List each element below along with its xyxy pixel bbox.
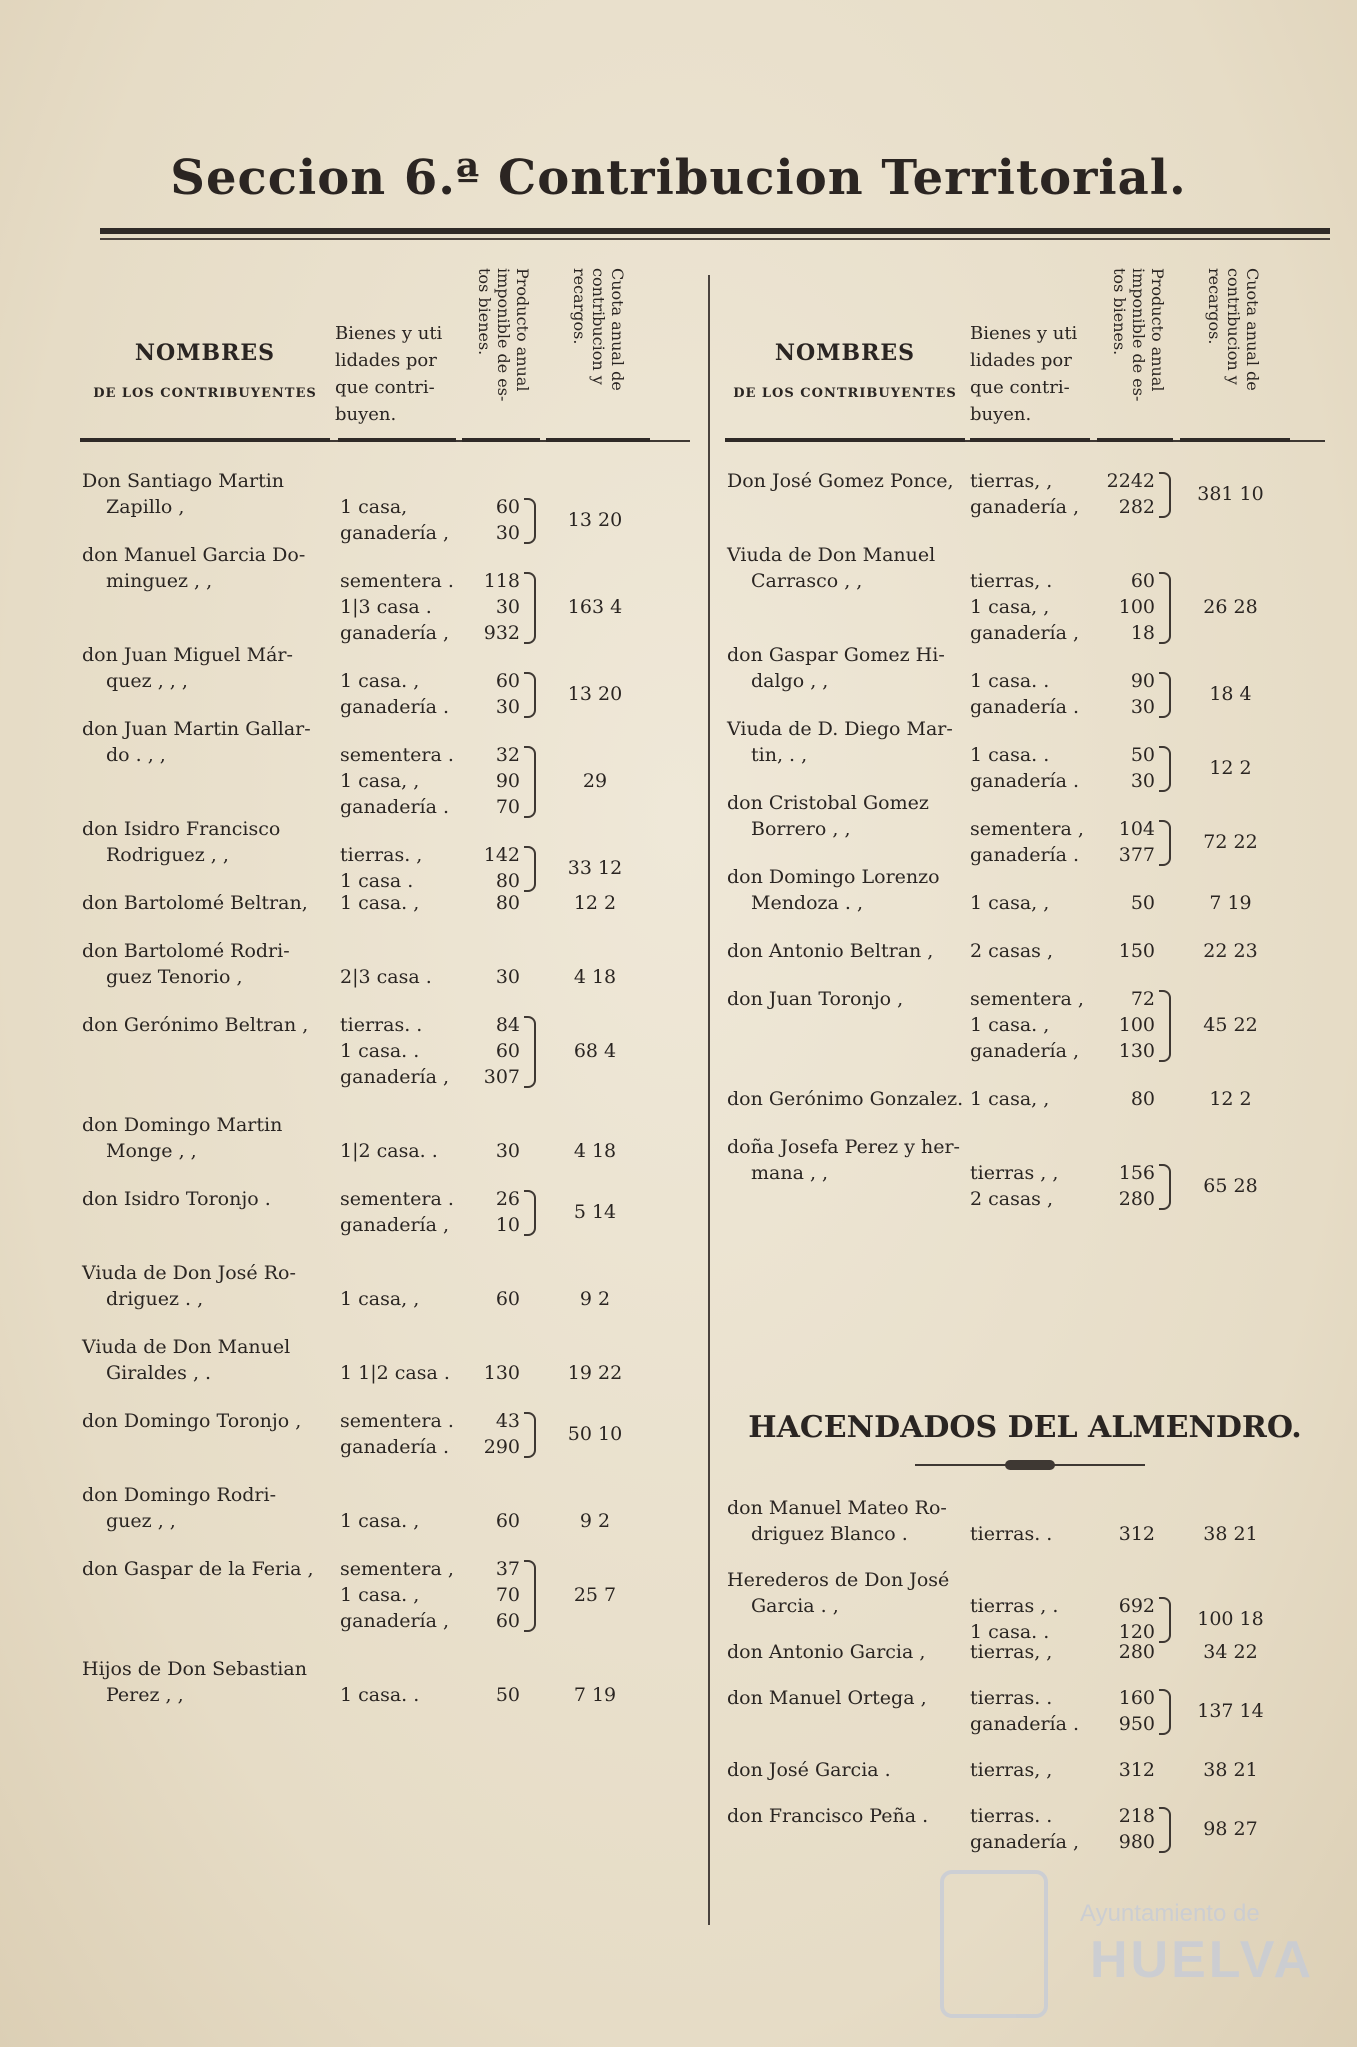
property-items: 1 casa, ,	[340, 1288, 420, 1310]
brace	[524, 572, 536, 644]
contributor-name: don Isidro Toronjo .	[82, 1188, 271, 1210]
brace	[524, 1190, 536, 1236]
contributor-name: don Bartolomé Rodri- guez Tenorio ,	[82, 940, 290, 988]
header-producto: Producto anual imponible de es- tos bienes.	[475, 268, 532, 402]
ornament-divider	[915, 1460, 1145, 1470]
table-row	[725, 864, 1325, 916]
table-row	[725, 1639, 1325, 1665]
cuota-value: 5 14	[573, 1201, 617, 1223]
table-row	[725, 1134, 1325, 1210]
product-values: 90 30	[1130, 670, 1155, 718]
property-items: 1 casa, ,	[970, 892, 1050, 914]
product-values: 280	[1118, 1641, 1155, 1663]
property-items: 1 casa. ,	[340, 1510, 420, 1532]
contributor-name: don Domingo Toronjo ,	[82, 1410, 302, 1432]
cuota-value: 50 10	[567, 1423, 623, 1445]
product-values: 312	[1118, 1523, 1155, 1545]
product-values: 50 30	[1130, 744, 1155, 792]
table-row	[80, 816, 690, 892]
property-items: sementera , 1 casa. , ganadería ,	[340, 1558, 454, 1632]
cuota-value: 163 4	[567, 596, 623, 618]
table-row	[80, 1656, 690, 1708]
right-column	[725, 260, 1325, 1428]
contributor-name: Herederos de Don José Garcia . ,	[727, 1569, 950, 1617]
contributor-name: Viuda de Don José Ro- driguez . ,	[82, 1262, 296, 1310]
contributor-name: don Domingo Rodri- guez , ,	[82, 1484, 277, 1532]
contributor-name: don Bartolomé Beltran,	[82, 892, 308, 914]
page-title: Seccion 6.ª Contribucion Territorial.	[170, 150, 1187, 206]
brace	[524, 498, 536, 544]
product-values: 218 980	[1118, 1805, 1155, 1853]
property-items: 1 1|2 casa .	[340, 1362, 450, 1384]
product-values: 312	[1118, 1759, 1155, 1781]
property-items: tierras , , 2 casas ,	[970, 1162, 1059, 1210]
contributor-name: don Gerónimo Gonzalez.	[727, 1088, 964, 1110]
product-values: 2242 282	[1106, 470, 1155, 518]
product-values: 130	[483, 1362, 520, 1384]
table-header-right	[725, 260, 1325, 442]
cuota-value: 29	[582, 770, 608, 792]
cuota-value: 13 20	[567, 683, 623, 705]
cuota-value: 72 22	[1203, 831, 1258, 853]
property-items: 1 casa, ganadería ,	[340, 496, 450, 544]
city-seal-icon	[940, 1870, 1048, 2018]
product-values: 160 950	[1118, 1687, 1155, 1735]
table-row	[725, 986, 1325, 1064]
table-row	[725, 790, 1325, 866]
contributor-name: don Gaspar Gomez Hi- dalgo , ,	[727, 644, 945, 692]
contributor-name: don Manuel Ortega ,	[727, 1687, 927, 1709]
table-row	[725, 1495, 1325, 1547]
watermark-line2: HUELVA	[1090, 1931, 1315, 1989]
property-items: 1 casa. ,	[340, 892, 420, 914]
contributor-name: don Francisco Peña .	[727, 1805, 929, 1827]
property-items: tierras. .	[970, 1523, 1053, 1545]
table-row	[725, 1685, 1325, 1737]
cuota-value: 7 19	[573, 1684, 617, 1706]
cuota-value: 137 14	[1197, 1700, 1264, 1722]
cuota-value: 100 18	[1197, 1608, 1264, 1630]
table-row	[80, 1334, 690, 1386]
cuota-value: 9 2	[579, 1510, 611, 1532]
table-row	[725, 1567, 1325, 1643]
brace	[1159, 672, 1171, 718]
almendro-entries-list	[725, 1495, 1325, 1915]
contributor-name: don Gaspar de la Feria ,	[82, 1558, 314, 1580]
contributor-name: don Isidro Francisco Rodriguez , ,	[82, 818, 281, 866]
product-values: 50	[495, 1684, 520, 1706]
property-items: sementera , ganadería .	[970, 818, 1084, 866]
brace	[1159, 1807, 1171, 1853]
header-cuota: Cuota anual de contribucion y recargos.	[570, 268, 627, 391]
brace	[1159, 746, 1171, 792]
product-values: 80	[495, 892, 520, 914]
contributor-name: don Cristobal Gomez Borrero , ,	[727, 792, 929, 840]
contributor-name: don Domingo Martin Monge , ,	[82, 1114, 283, 1162]
cuota-value: 381 10	[1197, 483, 1264, 505]
contributor-name: Viuda de D. Diego Mar- tin, . ,	[727, 718, 953, 766]
product-values: 118 30 932	[483, 570, 520, 644]
table-row	[725, 1803, 1325, 1855]
table-row	[80, 890, 690, 916]
header-contribuyentes-label: DE LOS CONTRIBUYENTES	[93, 386, 317, 401]
property-items: 2|3 casa .	[340, 966, 432, 988]
cuota-value: 13 20	[567, 509, 623, 531]
section-title-almendro: HACENDADOS DEL ALMENDRO.	[748, 1410, 1302, 1445]
cuota-value: 26 28	[1203, 596, 1258, 618]
product-values: 30	[495, 1140, 520, 1162]
brace	[524, 746, 536, 818]
table-row	[725, 468, 1325, 520]
table-row	[725, 938, 1325, 964]
almendro-column	[725, 1495, 1325, 1915]
property-items: tierras , . 1 casa. .	[970, 1595, 1059, 1643]
header-rule	[1180, 438, 1290, 442]
contributor-name: don Juan Miguel Már- quez , , ,	[82, 644, 293, 692]
property-items: 1 casa, ,	[970, 1088, 1050, 1110]
property-items: sementera . 1|3 casa . ganadería ,	[340, 570, 454, 644]
contributor-name: don Juan Toronjo ,	[727, 988, 904, 1010]
product-values: 150	[1118, 940, 1155, 962]
header-rule	[546, 438, 650, 442]
watermark-line1: Ayuntamiento de	[1080, 1900, 1260, 1927]
header-rule	[725, 438, 965, 442]
header-nombres-label: NOMBRES	[134, 340, 276, 366]
property-items: tierras, . 1 casa, , ganadería ,	[970, 570, 1080, 644]
top-rule	[100, 228, 1330, 234]
header-nombres-label: NOMBRES	[774, 340, 916, 366]
contributor-name: don Manuel Mateo Ro- driguez Blanco .	[727, 1497, 947, 1545]
table-row	[80, 1112, 690, 1164]
header-contribuyentes-label: DE LOS CONTRIBUYENTES	[733, 386, 957, 401]
header-bienes: Bienes y uti lidades por que contri- buyen.	[335, 323, 443, 425]
column-divider	[708, 275, 710, 1925]
brace	[1159, 1164, 1171, 1210]
table-row	[725, 542, 1325, 644]
property-items: 1 casa. . ganadería .	[970, 670, 1080, 718]
contributor-name: don Domingo Lorenzo Mendoza . ,	[727, 866, 940, 914]
cuota-value: 45 22	[1203, 1014, 1258, 1036]
cuota-value: 12 2	[1209, 1088, 1252, 1110]
brace	[524, 672, 536, 718]
cuota-value: 12 2	[1209, 757, 1252, 779]
table-row	[80, 1482, 690, 1534]
brace	[1159, 1597, 1171, 1643]
product-values: 43 290	[483, 1410, 520, 1458]
cuota-value: 4 18	[573, 966, 617, 988]
header-rule	[462, 438, 540, 442]
table-row	[725, 1086, 1325, 1112]
table-row	[80, 1408, 690, 1460]
property-items: 2 casas ,	[970, 940, 1054, 962]
header-rule	[80, 438, 330, 442]
contributor-name: Viuda de Don Manuel Giraldes , .	[82, 1336, 291, 1384]
cuota-value: 33 12	[567, 857, 623, 879]
header-rule	[1097, 438, 1173, 442]
cuota-value: 7 19	[1209, 892, 1252, 914]
cuota-value: 19 22	[567, 1362, 623, 1384]
header-nombres	[80, 340, 330, 401]
brace	[524, 1412, 536, 1458]
product-values: 60	[495, 1510, 520, 1532]
cuota-value: 4 18	[573, 1140, 617, 1162]
table-row	[80, 938, 690, 990]
table-row	[725, 1757, 1325, 1783]
left-entries-list	[80, 468, 690, 1948]
product-values: 60	[495, 1288, 520, 1310]
contributor-name: don Antonio Garcia ,	[727, 1641, 926, 1663]
table-row	[80, 1012, 690, 1090]
table-row	[80, 716, 690, 818]
property-items: 1 casa. .	[340, 1684, 420, 1706]
cuota-value: 34 22	[1203, 1641, 1258, 1663]
property-items: tierras, , ganadería ,	[970, 470, 1080, 518]
contributor-name: Don José Gomez Ponce,	[727, 470, 954, 492]
contributor-name: don Gerónimo Beltran ,	[82, 1014, 309, 1036]
property-items: tierras. . 1 casa. . ganadería ,	[340, 1014, 450, 1088]
product-values: 26 10	[495, 1188, 520, 1236]
cuota-value: 98 27	[1203, 1818, 1258, 1840]
watermark	[940, 1870, 1340, 2020]
contributor-name: Don Santiago Martin Zapillo ,	[82, 470, 285, 518]
header-rule	[338, 438, 456, 442]
brace	[524, 1560, 536, 1632]
property-items: tierras. , 1 casa .	[340, 844, 423, 892]
brace	[1159, 1689, 1171, 1735]
property-items: 1 casa. , ganadería .	[340, 670, 450, 718]
property-items: sementera . ganadería ,	[340, 1188, 454, 1236]
cuota-value: 9 2	[579, 1288, 611, 1310]
contributor-name: Viuda de Don Manuel Carrasco , ,	[727, 544, 936, 592]
contributor-name: don Manuel Garcia Do- minguez , ,	[82, 544, 306, 592]
product-values: 32 90 70	[495, 744, 520, 818]
cuota-value: 18 4	[1209, 683, 1252, 705]
cuota-value: 12 2	[573, 892, 617, 914]
contributor-name: Hijos de Don Sebastian Perez , ,	[82, 1658, 307, 1706]
contributor-name: don Antonio Beltran ,	[727, 940, 934, 962]
left-column	[80, 260, 690, 1948]
property-items: tierras, ,	[970, 1641, 1053, 1663]
product-values: 60 100 18	[1118, 570, 1155, 644]
brace	[1159, 472, 1171, 518]
property-items: 1 casa. . ganadería .	[970, 744, 1080, 792]
header-bienes: Bienes y uti lidades por que contri- buyen.	[970, 323, 1078, 425]
product-values: 30	[495, 966, 520, 988]
cuota-value: 38 21	[1203, 1523, 1258, 1545]
brace	[1159, 820, 1171, 866]
product-values: 37 70 60	[495, 1558, 520, 1632]
header-rule	[970, 438, 1090, 442]
property-items: tierras. . ganadería ,	[970, 1805, 1080, 1853]
cuota-value: 68 4	[573, 1040, 617, 1062]
contributor-name: don Juan Martin Gallar- do . , ,	[82, 718, 311, 766]
product-values: 84 60 307	[483, 1014, 520, 1088]
table-row	[80, 542, 690, 644]
product-values: 692 120	[1118, 1595, 1155, 1643]
property-items: 1|2 casa. .	[340, 1140, 438, 1162]
brace	[524, 846, 536, 892]
cuota-value: 25 7	[573, 1584, 617, 1606]
property-items: sementera . 1 casa, , ganadería .	[340, 744, 454, 818]
property-items: sementera , 1 casa. , ganadería ,	[970, 988, 1084, 1062]
table-row	[725, 716, 1325, 792]
product-values: 72 100 130	[1118, 988, 1155, 1062]
property-items: sementera . ganadería .	[340, 1410, 454, 1458]
brace	[1159, 990, 1171, 1062]
table-header-left	[80, 260, 690, 442]
right-entries-list	[725, 468, 1325, 1428]
property-items: tierras. . ganadería .	[970, 1687, 1080, 1735]
table-row	[80, 642, 690, 718]
product-values: 50	[1130, 892, 1155, 914]
table-row	[80, 1186, 690, 1238]
table-row	[80, 1556, 690, 1634]
product-values: 60 30	[495, 670, 520, 718]
table-row	[725, 642, 1325, 718]
cuota-value: 38 21	[1203, 1759, 1258, 1781]
table-row	[80, 468, 690, 544]
header-producto: Producto anual imponible de es- tos bienes.	[1110, 268, 1167, 402]
product-values: 142 80	[483, 844, 520, 892]
property-items: tierras, ,	[970, 1759, 1053, 1781]
top-rule-thin	[100, 238, 1330, 240]
product-values: 80	[1130, 1088, 1155, 1110]
contributor-name: doña Josefa Perez y her- mana , ,	[727, 1136, 960, 1184]
product-values: 104 377	[1118, 818, 1155, 866]
cuota-value: 65 28	[1203, 1175, 1258, 1197]
product-values: 60 30	[495, 496, 520, 544]
table-row	[80, 1260, 690, 1312]
cuota-value: 22 23	[1203, 940, 1258, 962]
header-nombres	[725, 340, 965, 401]
brace	[524, 1016, 536, 1088]
header-cuota: Cuota anual de contribucion y recargos.	[1205, 268, 1262, 391]
brace	[1159, 572, 1171, 644]
contributor-name: don José Garcia .	[727, 1759, 891, 1781]
product-values: 156 280	[1118, 1162, 1155, 1210]
